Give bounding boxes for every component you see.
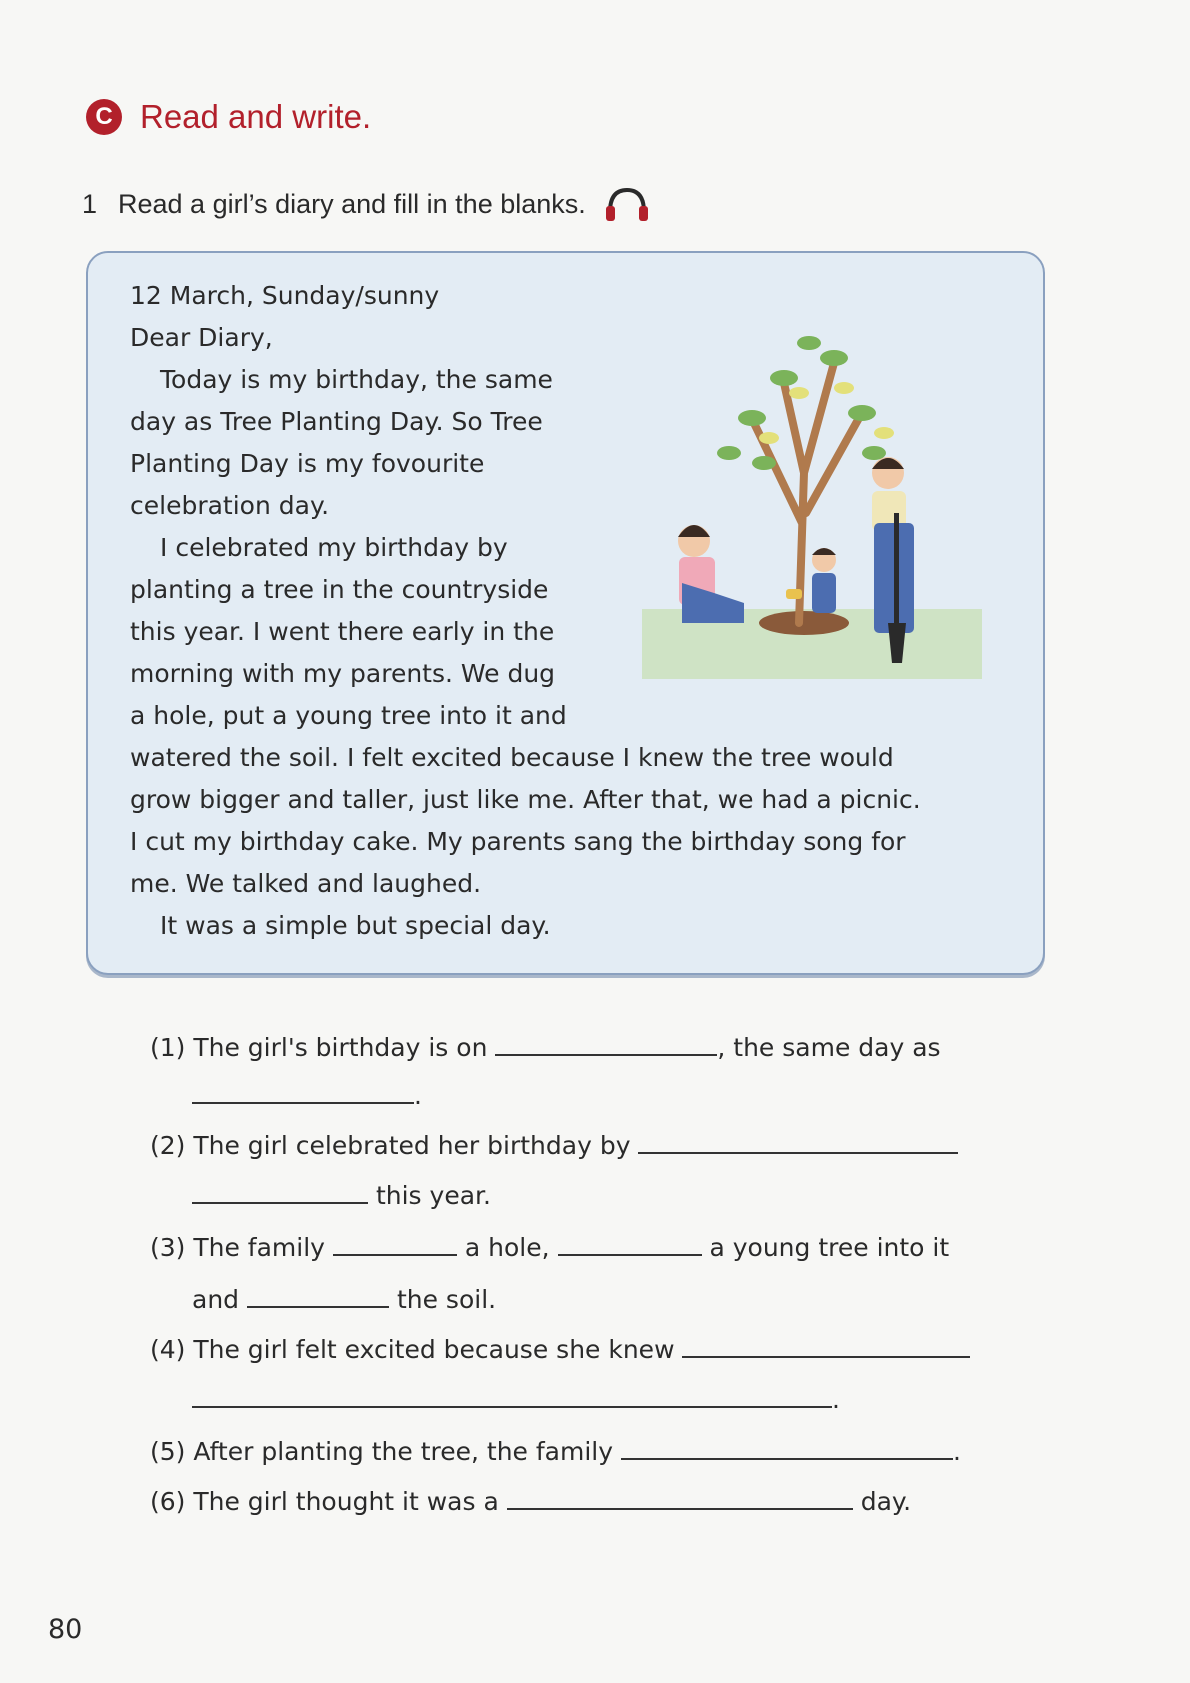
diary-line: me. We talked and laughed. xyxy=(130,869,482,898)
question-5 xyxy=(150,1434,961,1466)
question-text: (6) The girl thought it was a xyxy=(150,1487,499,1516)
answer-blank[interactable] xyxy=(638,1128,958,1154)
question-text: (5) After planting the tree, the family xyxy=(150,1437,614,1466)
diary-greeting: Dear Diary, xyxy=(130,323,273,352)
section-title: Read and write. xyxy=(140,98,372,135)
question-text: a young tree into it xyxy=(709,1233,950,1262)
section-header xyxy=(86,98,371,136)
question-3 xyxy=(150,1230,949,1262)
diary-line: I celebrated my birthday by xyxy=(160,533,508,562)
question-text: the soil. xyxy=(396,1285,497,1314)
question-text: , the same day as xyxy=(717,1033,941,1062)
question-text: (2) The girl celebrated her birthday by xyxy=(150,1131,631,1160)
task-instruction xyxy=(82,184,652,224)
diary-box xyxy=(86,251,1045,975)
diary-line: I cut my birthday cake. My parents sang the birthday song for xyxy=(130,827,906,856)
question-text: (1) The girl's birthday is on xyxy=(150,1033,488,1062)
answer-blank[interactable] xyxy=(192,1382,832,1408)
question-text: and xyxy=(192,1285,240,1314)
answer-blank[interactable] xyxy=(192,1078,414,1104)
question-text: . xyxy=(414,1081,422,1110)
question-4 xyxy=(150,1332,970,1364)
tree-planting-illustration xyxy=(634,323,1024,723)
diary-line: planting a tree in the countryside xyxy=(130,575,549,604)
diary-line: this year. I went there early in the xyxy=(130,617,555,646)
answer-blank[interactable] xyxy=(192,1178,368,1204)
page-number: 80 xyxy=(48,1614,83,1645)
task-number: 1 xyxy=(82,188,98,219)
question-1-continued xyxy=(192,1078,422,1110)
diary-line: Planting Day is my fovourite xyxy=(130,449,485,478)
question-text: day. xyxy=(860,1487,912,1516)
answer-blank[interactable] xyxy=(621,1434,953,1460)
question-4-continued xyxy=(192,1382,840,1414)
question-text: a hole, xyxy=(464,1233,550,1262)
answer-blank[interactable] xyxy=(507,1484,853,1510)
answer-blank[interactable] xyxy=(558,1230,702,1256)
answer-blank[interactable] xyxy=(247,1282,389,1308)
diary-line: celebration day. xyxy=(130,491,330,520)
section-badge: C xyxy=(86,99,122,135)
question-1 xyxy=(150,1030,941,1062)
question-text: this year. xyxy=(375,1181,491,1210)
diary-line: morning with my parents. We dug xyxy=(130,659,556,688)
diary-line: It was a simple but special day. xyxy=(160,911,551,940)
diary-line: grow bigger and taller, just like me. After that, we had a picnic. xyxy=(130,785,921,814)
question-text: (3) The family xyxy=(150,1233,325,1262)
diary-line: watered the soil. I felt excited because I knew the tree would xyxy=(130,743,894,772)
question-text: (4) The girl felt excited because she knew xyxy=(150,1335,675,1364)
task-text: Read a girl’s diary and fill in the blanks. xyxy=(118,188,586,219)
diary-line: Today is my birthday, the same xyxy=(160,365,553,394)
diary-date: 12 March, Sunday/sunny xyxy=(130,281,440,310)
question-text: . xyxy=(952,1437,961,1466)
question-6 xyxy=(150,1484,911,1516)
headphones-icon[interactable] xyxy=(602,184,652,224)
diary-line: a hole, put a young tree into it and xyxy=(130,701,567,730)
answer-blank[interactable] xyxy=(682,1332,970,1358)
answer-blank[interactable] xyxy=(495,1030,717,1056)
question-text: . xyxy=(832,1385,840,1414)
question-2 xyxy=(150,1128,958,1160)
answer-blank[interactable] xyxy=(333,1230,457,1256)
question-3-continued xyxy=(192,1282,496,1314)
question-2-continued xyxy=(192,1178,491,1210)
diary-line: day as Tree Planting Day. So Tree xyxy=(130,407,543,436)
